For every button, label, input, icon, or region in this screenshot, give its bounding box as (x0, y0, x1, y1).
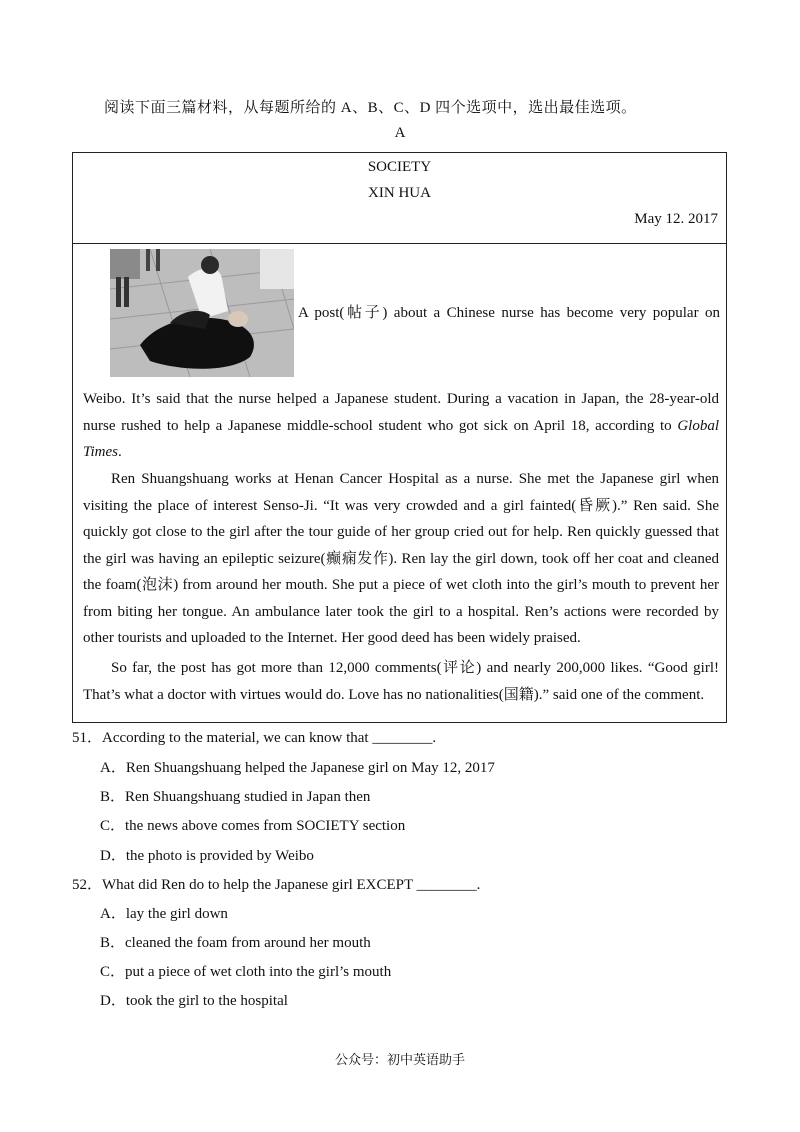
article-paragraph-2: Ren Shuangshuang works at Henan Cancer Hospital as a nurse. She met the Japanese girl when visiting the place of interest Senso-Ji. “It was very crowded and a girl fainted(昏厥).” Ren said. She quickly got close to the girl after the tour guide of her group cried out for help. Ren quickly guessed that the girl was having an epileptic seizure(癫痫发作). Ren lay the girl down, took off her coat and cleaned the foam(泡沫) from around her mouth. She put a piece of wet cloth into the girl’s mouth to prevent her from biting her tongue. An ambulance later took the girl to a hospital. Ren’s actions were recorded by other tourists and uploaded to the Internet. Her good deed has been widely praised. (83, 471, 719, 646)
photo-nurse-helping-girl-icon (110, 249, 294, 377)
question-51-option-b: B．Ren Shuangshuang studied in Japan then (100, 789, 371, 805)
article-paragraph-1-end: . (118, 444, 122, 460)
question-51-option-a: A．Ren Shuangshuang helped the Japanese girl on May 12, 2017 (100, 760, 495, 776)
question-52-option-b: B．cleaned the foam from around her mouth (100, 935, 371, 951)
question-51-option-d: D．the photo is provided by Weibo (100, 848, 314, 864)
question-52-option-d: D．took the girl to the hospital (100, 993, 288, 1009)
footer-text: 公众号：初中英语助手 (334, 1053, 465, 1068)
article-date: May 12. 2017 (634, 211, 718, 227)
article-header (73, 153, 726, 244)
question-51-stem: 51．According to the material, we can know that ________. (72, 730, 437, 746)
question-52-stem: 52．What did Ren do to help the Japanese girl EXCEPT ________. (72, 877, 481, 893)
article-paragraph-3: So far, the post has got more than 12,000 comments(评论) and nearly 200,000 likes. “Good girl! That’s what a doctor with virtues would do. Love has no nationalities(国籍).” said one of the comment. (83, 660, 719, 703)
news-article-box (72, 152, 727, 723)
newspaper-title: Global Times (83, 417, 719, 460)
article-paragraph-1 (83, 386, 719, 466)
article-paragraph-1-text: Weibo. It’s said that the nurse helped a Japanese student. During a vacation in Japan, the 28-year-old nurse rushed to help a Japanese middle-school student who got sick on April 18, according to (83, 391, 719, 434)
question-51-option-c: C．the news above comes from SOCIETY section (100, 818, 406, 834)
article-source: XIN HUA (368, 185, 431, 201)
section-letter: A (394, 125, 406, 141)
news-photo (110, 249, 294, 377)
article-first-line: A post(帖子) about a Chinese nurse has become very popular on (298, 305, 720, 321)
question-52-option-c: C．put a piece of wet cloth into the girl’s mouth (100, 964, 392, 980)
article-section-name: SOCIETY (367, 159, 432, 175)
instruction-text: 阅读下面三篇材料，从每题所给的 A、B、C、D 四个选项中，选出最佳选项。 (104, 100, 637, 116)
question-52-option-a: A．lay the girl down (100, 906, 228, 922)
